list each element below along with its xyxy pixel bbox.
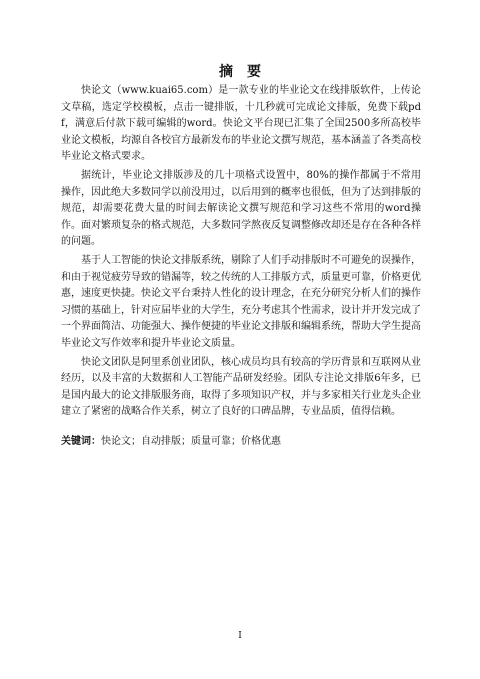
keywords-list: 快论文；自动排版；质量可靠；价格优惠 — [101, 435, 281, 447]
abstract-paragraph-2: 据统计，毕业论文排版涉及的几十项格式设置中，80%的操作都属于不常用操作，因此绝大多数同学以前没用过，以后用到的概率也很低，但为了达到排版的规范，却需要花费大量的时间去解读论文撰写规范和学习这些不常用的word操作。面对繁琐复杂的格式规范，大多数同学熬夜反复调整修改却还是存在各种各样的问题。 — [61, 169, 421, 248]
page-number: I — [238, 631, 242, 641]
abstract-paragraph-1: 快论文（www.kuai65.com）是一款专业的毕业论文在线排版软件，上传论文草稿，选定学校模板，点击一键排版，十几秒就可完成论文排版，免费下载pdf，满意后付款下载可编辑的word。快论文平台现已汇集了全国2500多所高校毕业论文模板，均源自各校官方最新发布的毕业论文撰写规范，基本涵盖了各类高校毕业论文格式要求。 — [61, 85, 421, 163]
abstract-title: 摘要 — [219, 64, 275, 80]
keywords-line — [61, 434, 421, 450]
keywords-label: 关键词： — [61, 435, 101, 447]
abstract-paragraph-3: 基于人工智能的快论文排版系统，剔除了人们手动排版时不可避免的误操作，和由于视觉疲劳导致的错漏等，较之传统的人工排版方式，质量更可靠，价格更优惠，速度更快捷。快论文平台秉持人性化的设计理念，在充分研究分析人们的操作习惯的基础上，针对应届毕业的大学生，充分考虑其个性需求，设计并开发完成了一个界面简洁、功能强大、操作便捷的毕业论文排版和编辑系统，帮助大学生提高毕业论文写作效率和提升毕业论文质量。 — [61, 254, 421, 349]
abstract-body — [61, 83, 421, 450]
abstract-paragraph-4: 快论文团队是阿里系创业团队，核心成员均具有较高的学历背景和互联网从业经历，以及丰富的大数据和人工智能产品研发经验。团队专注论文排版6年多，已是国内最大的论文排版服务商，取得了多项知识产权，并与多家相关行业龙头企业建立了紧密的战略合作关系，树立了良好的口碑品牌，专业品质，值得信赖。 — [61, 356, 421, 418]
